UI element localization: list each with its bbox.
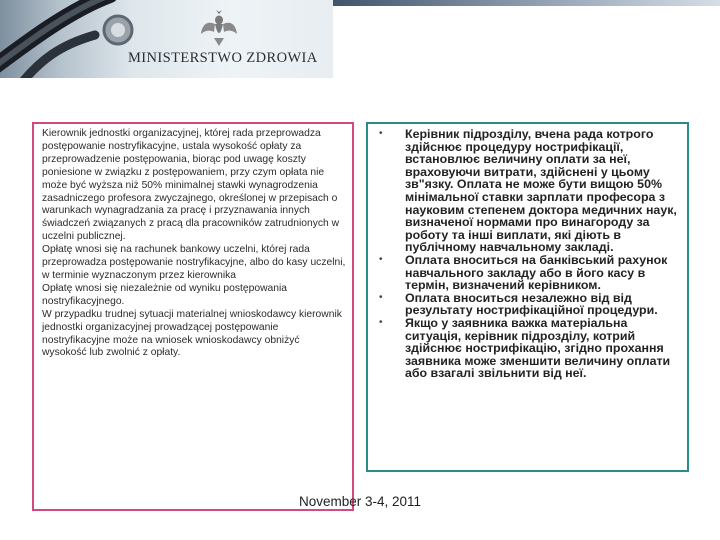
footer-date: November 3-4, 2011 xyxy=(298,494,422,509)
polish-paragraph: Opłatę wnosi się na rachunek bankowy uczelni, której rada przeprowadza postępowanie nostryfikacyjne, albo do kasy uczelni, w terminie wyznaczonym przez kierownika xyxy=(42,244,346,281)
ministry-logo-banner xyxy=(0,0,333,78)
bullet-item xyxy=(368,317,687,380)
bullet-icon: • xyxy=(379,291,383,303)
ukrainian-bullet-list xyxy=(368,128,687,380)
ministry-logo-text: MINISTERSTWO ZDROWIA xyxy=(128,50,318,66)
bullet-icon: • xyxy=(379,253,383,265)
bullet-text: Керівник підрозділу, вчена рада котрого здійснює процедуру нострифікації, встановлює величину оплати за неї, враховуючи витрати, здійснені у цьому зв"язку. Оплата не може бути вищою 50% мінімальної ставки зарплати професора з науковим степенем доктора медичних наук, визначеної нормами про винагороду за роботу та інші виплати, які діють в публічному навчальному закладі. xyxy=(405,127,677,255)
bullet-icon: • xyxy=(379,316,383,328)
bullet-text: Оплата вноситься на банківський рахунок навчального закладу або в його касу в термін, визначений керівником. xyxy=(405,252,668,293)
polish-paragraph: W przypadku trudnej sytuacji materialnej wnioskodawcy kierownik jednostki organizacyjnej prowadzącej postępowanie nostryfikacyjne może na wniosek wnioskodawcy obniżyć wysokość lub zwolnić z opłaty. xyxy=(42,308,342,359)
ukrainian-text-panel xyxy=(366,122,689,472)
bullet-item xyxy=(368,128,687,254)
polish-paragraph: Opłatę wnosi się niezależnie od wyniku postępowania nostryfikacyjnego. xyxy=(42,282,287,307)
bullet-icon: • xyxy=(379,128,383,139)
polish-text-panel xyxy=(32,122,354,511)
bullet-item xyxy=(368,254,687,292)
bullet-text: Оплата вноситься незалежно від від результату нострифікаційної процедури. xyxy=(405,290,658,318)
top-accent-bar xyxy=(333,0,720,6)
polish-paragraph: Kierownik jednostki organizacyjnej, której rada przeprowadza postępowanie nostryfikacyjne, ustala wysokość opłaty za przeprowadzenie postępowania, biorąc pod uwagę koszty poniesione w związku z postępowaniem, przy czym opłata nie może być wyższa niż 50% minimalnej stawki wynagrodzenia zasadniczego profesora zwyczajnego, określonej w przepisach o warunkach wynagradzania za pracę i przyznawania innych świadczeń związanych z pracą dla pracowników zatrudnionych w uczelni publicznej. xyxy=(42,128,340,243)
eagle-emblem-icon xyxy=(200,8,238,48)
bullet-item xyxy=(368,292,687,317)
bullet-text: Якщо у заявника важка матеріальна ситуація, керівник підрозділу, котрий здійснює нострифікацію, згідно прохання заявника може зменшити величину оплати або взагалі звільнити від неї. xyxy=(405,315,671,381)
